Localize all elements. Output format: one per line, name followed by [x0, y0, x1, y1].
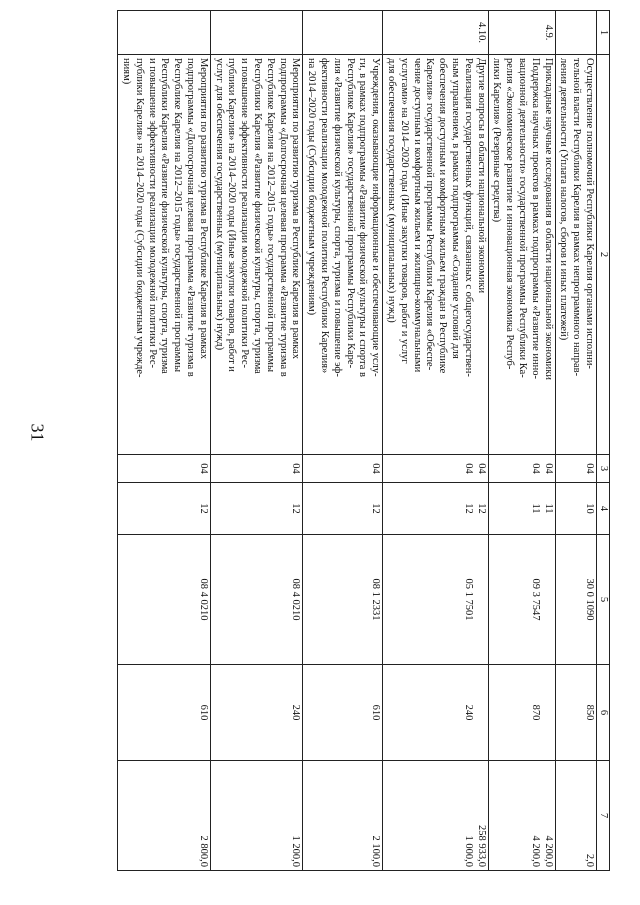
- cell-line: подпрограммы «Долгосрочная целевая программа «Развитие туризма в: [277, 58, 289, 377]
- row-description: [555, 55, 596, 455]
- cell-line: 10: [584, 503, 595, 514]
- cell-line: публики Карелия» на 2014–2020 годы (Иные закупки товаров, работ и: [226, 58, 238, 372]
- cell-line: 05 1 7501: [462, 578, 474, 621]
- column-header: 1: [597, 11, 610, 55]
- cell-line: тельной власти Республики Карелия в рамках непрограммного направ-: [571, 58, 583, 377]
- cell-line: [541, 538, 554, 661]
- row-description: [303, 55, 383, 455]
- column-header: 2: [597, 55, 610, 455]
- cell-line: 12: [370, 503, 382, 514]
- expense-type-code: [210, 665, 303, 761]
- cell-line: 12: [197, 503, 209, 514]
- cell-line: 1 200,0: [290, 835, 302, 867]
- cell-line: Учреждения, оказывающие информационные и обеспечивающие услу-: [370, 58, 382, 377]
- column-header: 7: [597, 761, 610, 871]
- cell-line: услугами» на 2014–2020 годы (Иные закупки товаров, работ и услуг: [398, 58, 410, 364]
- cell-line: 09 3 7547: [529, 578, 541, 621]
- subsection-code: [555, 483, 596, 535]
- section-code: [488, 455, 555, 483]
- subsection-code: [303, 483, 383, 535]
- cell-line: 04: [462, 463, 474, 474]
- cell-line: 04: [542, 463, 554, 474]
- target-article-code: [303, 535, 383, 665]
- cell-line: 04: [290, 463, 302, 474]
- cell-line: Мероприятия по развитию туризма в Республике Карелия в рамках: [197, 58, 209, 359]
- amount: [303, 761, 383, 871]
- cell-line: для обеспечения государственных (муниципальных) нужд): [386, 58, 398, 323]
- cell-line: и повышение эффективности реализации молодежной политики Рес-: [146, 58, 158, 368]
- cell-line: 610: [197, 704, 209, 721]
- cell-line: 12: [475, 503, 487, 514]
- amount: [488, 761, 555, 871]
- cell-line: 12: [290, 503, 302, 514]
- subsection-code: [210, 483, 303, 535]
- page-number: 31: [27, 423, 48, 442]
- cell-line: 850: [584, 704, 595, 721]
- cell-line: лики Карелия» (Резервные средства): [491, 58, 503, 223]
- column-header: 3: [597, 455, 610, 483]
- cell-line: ным управлением, в рамках подпрограммы «Создание условий для: [450, 58, 462, 359]
- cell-line: [474, 538, 487, 661]
- cell-line: ления деятельности (Уплата налогов, сборов и иных платежей): [558, 58, 570, 341]
- cell-line: 870: [529, 704, 541, 721]
- row-description: [383, 55, 488, 455]
- cell-line: подпрограммы «Долгосрочная целевая программа «Развитие туризма в: [185, 58, 197, 377]
- cell-line: услуг для обеспечения государственных (муниципальных) нужд): [213, 58, 225, 351]
- cell-line: 08 4 0210: [290, 578, 302, 621]
- cell-line: 258 933,0: [475, 825, 487, 867]
- table-row: [303, 11, 383, 871]
- budget-table: [117, 10, 610, 871]
- table-row: [488, 11, 555, 871]
- cell-line: Республики Карелия «Развитие физической культуры, спорта, туризма: [252, 58, 264, 374]
- column-header: 6: [597, 665, 610, 761]
- column-header: 5: [597, 535, 610, 665]
- cell-line: и повышение эффективности реализации молодежной политики Рес-: [239, 58, 251, 368]
- target-article-code: [488, 535, 555, 665]
- row-number: [555, 11, 596, 55]
- cell-line: [474, 668, 487, 757]
- cell-line: Республике Карелия на 2012–2015 годы» государственной программы: [172, 58, 184, 373]
- section-code: [555, 455, 596, 483]
- cell-line: 04: [529, 463, 541, 474]
- row-description: [488, 55, 555, 455]
- cell-line: Прикладные научные исследования в области национальной экономики: [542, 58, 554, 381]
- cell-line: [541, 668, 554, 757]
- expense-type-code: [118, 665, 211, 761]
- amount: [210, 761, 303, 871]
- row-number: [303, 11, 383, 55]
- cell-line: Республики Карелия «Развитие физической культуры, спорта, туризма: [159, 58, 171, 374]
- cell-line: фективности реализации молодежной политики Республики Карелия»: [319, 58, 331, 374]
- cell-line: 11: [529, 503, 541, 514]
- subsection-code: [383, 483, 488, 535]
- cell-line: Поддержка научных проектов в рамках подпрограммы «Развитие инно-: [529, 58, 541, 379]
- cell-line: вационной деятельности» государственной программы Республики Ка-: [517, 58, 529, 378]
- section-code: [303, 455, 383, 483]
- cell-line: 4 200,0: [542, 835, 554, 867]
- cell-line: 2 800,0: [197, 835, 209, 867]
- row-description: [118, 55, 211, 455]
- table-row: [210, 11, 303, 871]
- subsection-code: [488, 483, 555, 535]
- cell-line: Осуществление полномочий Республики Карелия органами исполни-: [584, 58, 595, 369]
- table-row: [383, 11, 488, 871]
- cell-line: лия «Развитие физической культуры, спорта, туризма и повышение эф-: [331, 58, 343, 377]
- table-row: [118, 11, 211, 871]
- target-article-code: [555, 535, 596, 665]
- cell-line: Другие вопросы в области национальной экономики: [475, 58, 487, 294]
- section-code: [210, 455, 303, 483]
- cell-line: Республике Карелия» государственной программы Республики Каре-: [344, 58, 356, 369]
- amount: [383, 761, 488, 871]
- cell-line: 610: [370, 704, 382, 721]
- column-header: 4: [597, 483, 610, 535]
- cell-line: ниям): [121, 58, 133, 85]
- amount: [555, 761, 596, 871]
- cell-line: Республике Карелия на 2012–2015 годы» государственной программы: [264, 58, 276, 373]
- cell-line: Мероприятия по развитию туризма в Республике Карелия в рамках: [290, 58, 302, 359]
- cell-line: обеспечения доступным и комфортным жильем граждан в Республике: [437, 58, 449, 374]
- cell-line: 11: [542, 503, 554, 514]
- row-number: [210, 11, 303, 55]
- cell-line: 2,0: [584, 853, 595, 867]
- section-code: [383, 455, 488, 483]
- cell-line: 08 4 0210: [197, 578, 209, 621]
- expense-type-code: [488, 665, 555, 761]
- cell-line: на 2014–2020 годы (Субсидии бюджетным учреждениям): [306, 58, 318, 316]
- expense-type-code: [555, 665, 596, 761]
- cell-line: 04: [370, 463, 382, 474]
- cell-line: 4 200,0: [529, 835, 541, 867]
- cell-line: ги, в рамках подпрограммы «Развитие физической культуры и спорта в: [357, 58, 369, 377]
- target-article-code: [118, 535, 211, 665]
- cell-line: 04: [197, 463, 209, 474]
- subsection-code: [118, 483, 211, 535]
- table-body: [118, 11, 597, 871]
- row-number: [118, 11, 211, 55]
- cell-line: 08 1 2331: [370, 578, 382, 621]
- target-article-code: [210, 535, 303, 665]
- expense-type-code: [303, 665, 383, 761]
- cell-line: Реализация государственных функций, связанных с общегосударствен-: [462, 58, 474, 377]
- amount: [118, 761, 211, 871]
- cell-line: 2 100,0: [370, 835, 382, 867]
- row-number: 4.9.: [488, 11, 555, 55]
- target-article-code: [383, 535, 488, 665]
- section-code: [118, 455, 211, 483]
- cell-line: 30 0 1090: [584, 578, 595, 621]
- row-description: [210, 55, 303, 455]
- table-header-row: [597, 11, 610, 871]
- cell-line: 240: [290, 704, 302, 721]
- cell-line: 04: [584, 463, 595, 474]
- cell-line: Карелия» государственной программы Республики Карелия «Обеспе-: [424, 58, 436, 371]
- row-number: 4.10.: [383, 11, 488, 55]
- table-row: [555, 11, 596, 871]
- cell-line: релия «Экономическое развитие и инновационная экономика Респуб-: [504, 58, 516, 370]
- cell-line: чение доступным и комфортным жильем и жилищно-коммунальными: [411, 58, 423, 373]
- rotated-page: [60, 10, 610, 870]
- cell-line: публики Карелия» на 2014–2020 годы (Субсидии бюджетным учрежде-: [133, 58, 145, 378]
- cell-line: 12: [462, 503, 474, 514]
- cell-line: 04: [475, 463, 487, 474]
- cell-line: 1 000,0: [462, 835, 474, 867]
- cell-line: 240: [462, 704, 474, 721]
- expense-type-code: [383, 665, 488, 761]
